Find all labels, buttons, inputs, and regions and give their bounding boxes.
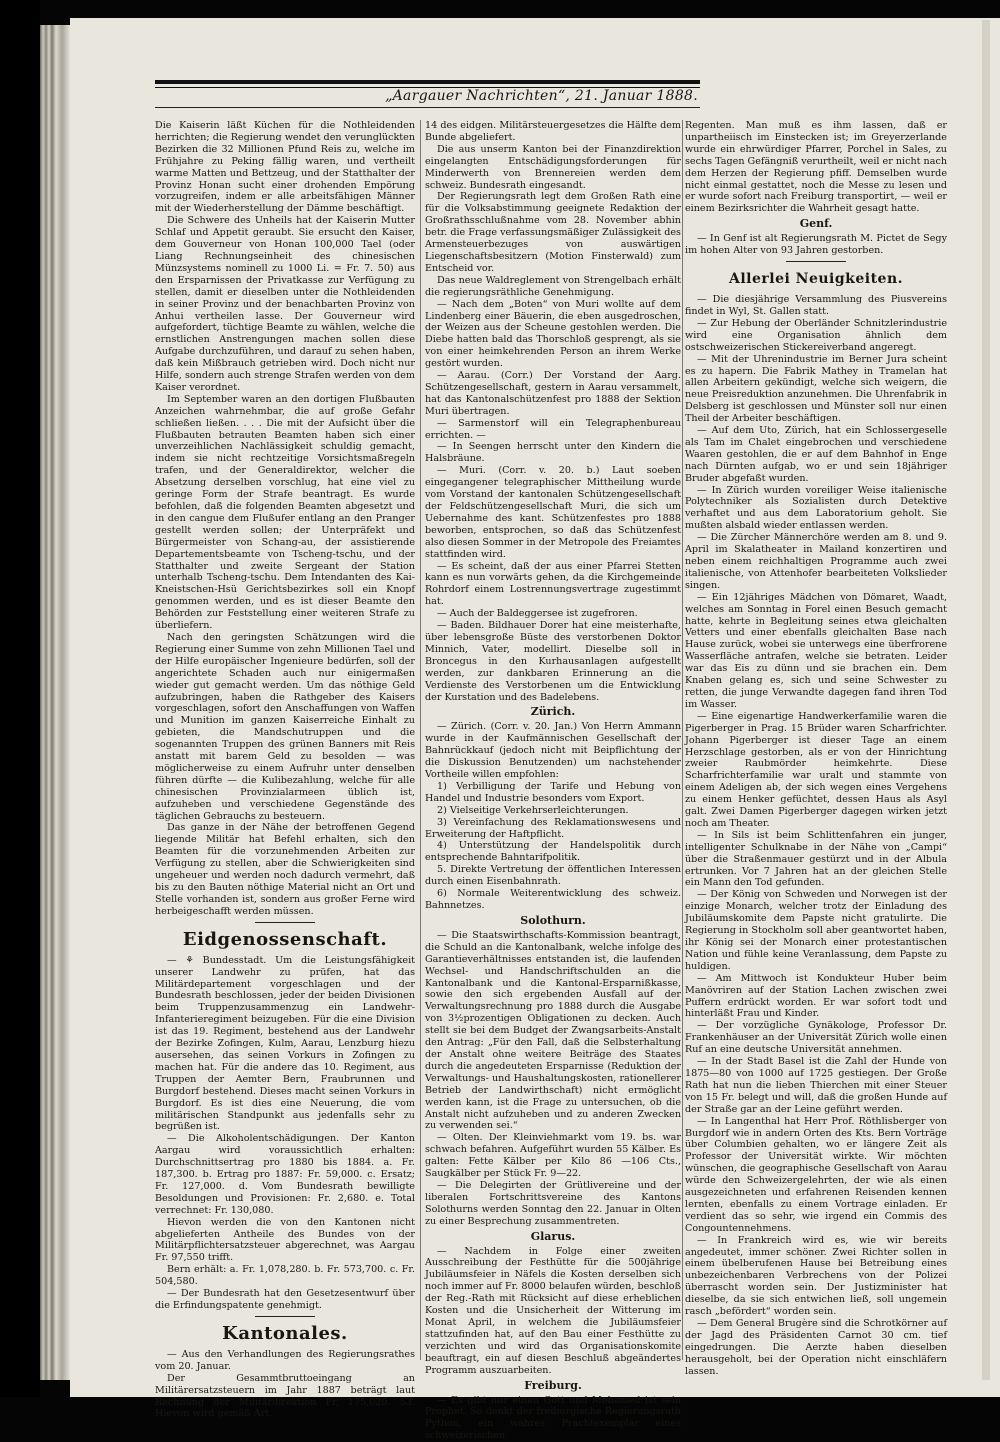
divider [255,922,315,923]
paragraph: Regenten. Man muß es ihm lassen, daß er unpartheiisch im Einstecken ist; im Greyerzerlande wurde ein ehrwürdiger Pfarrer, Porchel in Sales, zu sechs Tagen Gefängniß verurtheilt, weil er nicht nach dem Herzen der Regierung pfiff. Demselben wurde nicht einmal gestattet, noch die Messe zu lesen und er wurde sofort nach Freiburg transportirt, — weil er einem Bezirksrichter die Wahrheit gesagt hatte. [685,120,947,215]
paragraph: Die aus unserm Kanton bei der Finanzdirektion eingelangten Entschädigungsforderungen für Minderwerth von Brennereien werden dem schweiz. Bundesrath eingesandt. [425,143,681,191]
paragraph: Nach den geringsten Schätzungen wird die Regierung einer Summe von zehn Millionen Tael und der Hilfe europäischer Ingenieure bedürfen, soll der angerichtete Schaden auch nur einigermaßen wieder gut gemacht werden. Um das nöthige Geld aufzubringen, haben die Rathgeber des Kaisers vorgeschlagen, sofort den Anschaffungen von Waffen und Munition im ganzen Kaiserreiche Einhalt zu gebieten, die Mandschutruppen und die sogenannten Truppen des grünen Banners mit Reis anstatt mit barem Geld zu besolden — was möglicherweise zu einem Aufruhr unter denselben führen dürfte — die Kulibezahlung, welche für alle chinesischen Provinzialarmeen üblich ist, aufzuheben und verschiedene Gegenstände des täglichen Gebrauchs zu besteuern. [155,631,415,822]
paragraph: — Aarau. (Corr.) Der Vorstand der Aarg. Schützengesellschaft, gestern in Aarau versammelt, hat das Kantonalschützenfest pro 1888 der Sektion Muri übertragen. [425,370,681,417]
section-heading-kantonales: Kantonales. [222,1322,348,1344]
paragraph: — Am Mittwoch ist Kondukteur Huber beim Manövriren auf der Station Lachen zwischen zwei Puffern erdrückt worden. Er war sofort todt und hinterläßt Frau und Kinder. [685,972,947,1020]
paragraph: 14 des eidgen. Militärsteuergesetzes die Hälfte dem Bunde abgeliefert. [425,120,681,143]
paragraph: — In Genf ist alt Regierungsrath M. Pictet de Segy im hohen Alter von 93 Jahren gestorben. [685,233,947,257]
paragraph: — Ein 12jähriges Mädchen von Dömaret, Waadt, welches am Sonntag in Forel einen Besuch gemacht hatte, kehrte in Begleitung seines etwa gleichalten Vetters und einer ebenfalls gleichalten Base nach Hause zurück, wobei sie unterwegs eine überfrorene Wasserfläche antrafen, welche sie betraten. Leider war das Eis zu dünn und sie brachen ein. Dem Knaben gelang es, sich und seine Schwester zu retten, die junge Verwandte dagegen fand ihren Tod im Wasser. [685,591,947,710]
list-item: 3) Vereinfachung des Reklamationswesens und Erweiterung der Haftpflicht. [425,816,681,840]
paragraph: Die Kaiserin läßt Küchen für die Nothleidenden herrichten; die Regierung wendet den verunglückten Bezirken die 32 Millionen Pfund Reis zu, welche im Frühjahre zu Peking fällig waren, und vertheilt warme Matten und Bettzeug, und der Statthalter der Provinz Honan sucht einer drohenden Empörung vorzugreifen, indem er alle arbeitsfähigen Männer mit der Wiederherstellung der Dämme beschäftigt. [155,120,415,215]
paragraph: — Die Staatswirthschafts-Kommission beantragt, die Schuld an die Kantonalbank, welche infolge des Garantieverhältnisses entstanden ist, die laufenden Wechsel- und Handschriftschulden an die Kantonalbank und die Kantonal-Ersparnißkasse, sowie den sich ergebenden Ausfall auf der Verwaltungsrechnung pro 1888 durch die Ausgabe von 3½prozentigen Obligationen zu decken. Auch stellt sie bei dem Budget der Zwangsarbeits-Anstalt den Antrag: „Für den Fall, daß die Selbsterhaltung der Anstalt ohne weitere Beiträge des Staates durch die angedeuteten Ersparnisse (Reduktion der Verwaltungs- und Haushaltungskosten, rationellerer Betrieb der Landwirthschaft) nicht ermöglicht werden kann, ist die Frage zu untersuchen, ob die Anstalt nicht aufzuheben und zu anderen Zwecken zu verwenden sei.“ [425,929,681,1132]
paragraph: Das neue Waldreglement von Strengelbach erhält die regierungsräthliche Genehmigung. [425,274,681,298]
paragraph: — Baden. Bildhauer Dorer hat eine meisterhafte, über lebensgroße Büste des verstorbenen Doktor Minnich, Vater, modellirt. Dieselbe soll in Broncegus in den Kurhausanlagen aufgestellt werden, zur dankbaren Erinnerung an die Verdienste des Verstorbenen um die Entwicklung der Kurstation und des Badelebens. [425,620,681,703]
list-item: 2) Vielseitige Verkehrserleichterungen. [437,804,629,816]
divider [255,1316,315,1317]
list-item: 1) Verbilligung der Tarife und Hebung von Handel und Industrie besonders vom Export. [425,780,681,804]
page-header: „Aargauer Nachrichten“, 21. Januar 1888. [385,88,698,104]
header-rule-thick [155,80,700,84]
paragraph: — Die Alkoholentschädigungen. Der Kanton Aargau wird voraussichtlich erhalten: Durchschnittsertrag pro 1880 bis 1884. a. Fr. 187,300. b. Ertrag pro 1887: Fr. 59,000. c. Ersatz; Fr. 127,000. d. Vom Bundesrath bewilligte Besoldungen und Provisionen: Fr. 2,680. e. Total verrechnet: Fr. 130,080. [155,1133,415,1216]
paragraph: — Olten. Der Kleinviehmarkt vom 19. bs. war schwach befahren. Aufgeführt wurden 55 Kälber. Es galten: Fette Kälber per Kilo 86 —106 Cts., Saugkälber per Stück Fr. 9—22. [425,1132,681,1180]
newspaper-content [155,80,700,1442]
paragraph: Bern erhält: a. Fr. 1,078,280. b. Fr. 573,700. c. Fr. 504,580. [155,1264,415,1288]
paragraph: — Die diesjährige Versammlung des Piusvereins findet in Wyl, St. Gallen statt. [685,294,947,317]
paragraph: Die Schwere des Unheils hat der Kaiserin Mutter Schlaf und Appetit geraubt. Sie ersucht den Kaiser, dem Gouverneur von Honan 100,000 Tael (oder Liang Rechnungseinheit des chinesischen Münzsystems nominell zu 1000 Li. = Fr. 7. 50) aus den Ersparnissen der Privatkasse zur Verfügung zu stellen, damit er dieselben unter die Nothleidenden in seiner Provinz und der benachbarten Provinz von Anhui vertheilen lasse. Der Gouverneur wird aufgefordert, tüchtige Beamte zu wählen, welche die ernstlichen Anstrengungen machen sollen diese Aufgabe durchzuführen, und darauf zu sehen haben, daß kein Mißbrauch getrieben wird. Doch nicht nur Hilfe, sondern auch strenge Strafen werden von dem Kaiser verordnet. [155,215,415,393]
paragraph: Im September waren an den dortigen Flußbauten Anzeichen wahrnehmbar, die auf große Gefahr schließen ließen. . . . Die mit der Aufsicht über die Flußbauten betrauten Beamten haben sich einer unverzeihlichen Nachlässigkeit schuldig gemacht, indem sie nicht rechtzeitige Vorsichtsmaßregeln trafen, und der Generaldirektor, welcher die Absetzung derselben vorschlug, hat eine viel zu geringe Form der Strafe beantragt. Es wurde befohlen, daß die folgenden Beamten abgesetzt und in den cangue dem Flußufer entlang an den Pranger gestellt werden sollen; der Unterpräfekt und Bürgermeister von Schang-au, der assistierende Departementsbeamte von Tscheng-tschu, und der Statthalter und zweite Sergeant der Station unterhalb Tscheng-tschu. Dem Intendanten des Kai-Kneistschen-Hsü Gerichtsbezirkes soll ein Knopf genommen werden, und es ist dieser Beamte den Behörden zur Feststellung einer weiteren Strafe zu überliefern. [155,393,415,632]
paragraph: — In Langenthal hat Herr Prof. Röthlisberger von Burgdorf wie in andern Orten des Kts. Bern Vorträge über Columbien gehalten, wo er längere Zeit als Professor der Universität wirkte. Wir möchten wünschen, die geographische Gesellschaft von Aarau würde den Schweizergelehrten, der wie als einen ausgezeichneten und erfahrenen Reisenden kennen lernten, ebenfalls zu einem Vortrage einladen. Er verdient das so sehr, wie irgend ein Commis des Congountennehmens. [685,1115,947,1234]
paragraph: — Es gibt nur einen Gott und Mohamed ist sein Prophet. So denkt der freiburgische Regierungsrath Python, ein wahres Prachtexemplar eines schweizerischen [425,1394,681,1442]
header-rule-bottom [155,107,700,108]
paragraph: — Muri. (Corr. v. 20. b.) Laut soeben eingegangener telegraphischer Mittheilung wurde vom Vorstand der kantonalen Schützengesellschaft der Feldschützengesellschaft Muri, die sich um Uebernahme des kant. Schützenfestes pro 1888 beworben, entsprochen, so daß das Schützenfest also diesen Sommer in der Metropole des Freiamtes stattfinden wird. [425,465,681,560]
paragraph: — Die Delegirten der Grütlivereine und der liberalen Fortschrittsvereine des Kantons Solothurns werden Sonntag den 22. Januar in Olten zu einer Besprechung zusammentreten. [425,1179,681,1227]
paragraph: Der Gesammtbruttoeingang an Militärersatzsteuern im Jahr 1887 beträgt laut Rechnung der Militärdirektion Fr. 175,020. 53. Hievon wird gemäß Art. [155,1372,415,1420]
paragraph: — In Zürich wurden voreiliger Weise italienische Polytechniker als Sozialisten durch Detektive verhaftet und aus dem Laboratorium geholt. Sie mußten alsbald wieder entlassen werden. [685,484,947,532]
paragraph: — Nach dem „Boten“ von Muri wollte auf dem Lindenberg einer Bäuerin, die eben ausgedroschen, der Weizen aus der Scheune gestohlen werden. Die Diebe hatten bald das Thorschloß gesprengt, als sie von einer heimkehrenden Person an ihrem Werke gestört wurden. [425,298,681,370]
column-rule [682,120,683,1360]
paragraph: — Der Bundesrath hat den Gesetzesentwurf über die Erfindungspatente genehmigt. [155,1288,415,1311]
paragraph: — In der Stadt Basel ist die Zahl der Hunde von 1875—80 von 1000 auf 1725 gestiegen. Der Große Rath hat nun die lieben Thierchen mit einer Steuer von 15 Fr. belegt und will, daß die großen Hunde auf der Straße gar an der Leine geführt werden. [685,1056,947,1115]
column-3 [685,120,947,1377]
page-right-edge [982,20,990,1380]
paragraph: — Nachdem in Folge einer zweiten Ausschreibung der Festhütte für die 500jährige Jubiläumsfeier in Näfels die Kosten derselben sich noch immer auf Fr. 8000 belaufen würden, beschloß der Reg.-Rath mit Rücksicht auf diese erheblichen Kosten und die Unsicherheit der Witterung im Monat April, in welchem die Jubiläumsfeier stattzufinden hat, auf den Bau einer Festhütte zu verzichten und wird das Organisationskomite beauftragt, ein auf diesen Beschluß abgeändertes Programm auszuarbeiten. [425,1245,681,1376]
column-2 [425,120,681,1442]
paragraph: — Der König von Schweden und Norwegen ist der einzige Monarch, welcher trotz der Einladung des Jubiläumskomite dem Papste nicht gratulirte. Die Regierung in Stockholm soll aber geantwortet haben, ihr König sei der Monarch einer protestantischen Nation und fühle keine Veranlassung, dem Papste zu huldigen. [685,889,947,972]
paragraph: — Aus den Verhandlungen des Regierungsrathes vom 20. Januar. [155,1348,415,1372]
paragraph: — Zürich. (Corr. v. 20. Jan.) Von Herrn Ammann wurde in der Kaufmännischen Gesellschaft der Bahnrückkauf (jedoch nicht mit Beipflichtung der die Diskussion Benutzenden) um nachstehender Vortheile willen empfohlen: [425,721,681,781]
divider [786,261,846,262]
paragraph: Das ganze in der Nähe der betroffenen Gegend liegende Militär hat Befehl erhalten, sich den Beamten für die vorzunehmenden Arbeiten zur Verfügung zu stellen, aber die Schwierigkeiten sind ungeheuer und werden noch dadurch vermehrt, daß bis zu den Bauten nöthige Material nicht an Ort und Stelle vorhanden ist, sondern aus großer Ferne wird herbeigeschafft werden müssen. [155,822,415,917]
list-item: 5. Direkte Vertretung der öffentlichen Interessen durch einen Eisenbahnrath. [425,864,681,888]
paragraph: — Sarmenstorf will ein Telegraphenbureau errichten. — [425,417,681,441]
paragraph: — Der vorzügliche Gynäkologe, Professor Dr. Frankenhäuser an der Universität Zürich wolle einen Ruf an eine deutsche Universität annehmen. [685,1020,947,1056]
paragraph: — Eine eigenartige Handwerkerfamilie waren die Pigerberger in Prag. 15 Brüder waren Scharfrichter. Johann Pigerberger ist dieser Tage an einem Herzschlage gestorben, als er von der Hinrichtung zweier Raubmörder heimkehrte. Diese Scharfrichterfamilie war uralt und stammte von einem Adeligen ab, der sich wegen eines Vergehens zu einem Henker gefüchtet, dessen Haus als Asyl galt. Zwei Damen Pigerberger dagegen wirken jetzt noch am Theater. [685,710,947,829]
paragraph: — Auf dem Uto, Zürich, hat ein Schlossergeselle als Tam im Chalet eingebrochen und verschiedene Waaren gestohlen, die er auf dem Bahnhof in Enge nach Dürnten aufgab, wo er und sein 18jähriger Bruder abgefaßt wurden. [685,425,947,484]
paragraph: — In Frankreich wird es, wie wir bereits angedeutet, immer schöner. Zwei Richter sollen in einem übelberufenen Hause bei Betreibung eines unbezeichenbaren Verbrechens von der Polizei überrascht worden sein. Der Justizminister hat dieselbe, da sie sich entwichen ließ, soll ungemein rasch „befördert“ worden sein. [685,1234,947,1318]
list-item: 6) Normale Weiterentwicklung des schweiz. Bahnnetzes. [425,888,681,911]
paragraph: — In Seengen herrscht unter den Kindern die Halsbräune. [425,441,681,465]
paragraph: — Es scheint, daß der aus einer Pfarrei Stetten kann es nun vorwärts gehen, da die Kirchgemeinde Rohrdorf einem Lostrennungsvertrage zugestimmt hat. [425,560,681,608]
scan-dark-border [0,0,40,1397]
paragraph: — In Sils ist beim Schlittenfahren ein junger, intelligenter Schulknabe in der Nähe von „Campi“ über die Straßenmauer gestürzt und in der Albula ertrunken. Vor 7 Jahren hat an der gleichen Stelle ein Mann den Tod gefunden. [685,829,947,889]
list-item: 4) Unterstützung der Handelspolitik durch entsprechende Bahntarifpolitik. [425,840,681,864]
subheading-zurich: Zürich. [530,705,576,719]
paragraph: — Dem General Brugère sind die Schrotkörner auf der Jagd des Präsidenten Carnot 30 cm. tief eingedrungen. Die Aerzte haben dieselben herausgeholt, bei der Operation nicht einschläfern lassen. [685,1318,947,1377]
column-1 [155,120,415,1420]
subheading-genf: Genf. [799,217,833,231]
paragraph: — Auch der Baldeggersee ist zugefroren. [437,608,638,620]
paragraph: Hievon werden die von den Kantonen nicht abgelieferten Antheile des Bundes von der Militärpflichtersatzsteuer abgerechnet, was Aargau Fr. 97,550 trifft. [155,1216,415,1264]
paragraph: — Die Zürcher Männerchöre werden am 8. und 9. April im Skalatheater in Mailand konzertiren und neben einem reichhaltigen Programme auch zwei italienische, von Attenhofer bearbeiteten Volkslieder singen. [685,532,947,591]
subheading-solothurn: Solothurn. [520,913,586,927]
paragraph: — Zur Hebung der Oberländer Schnitzlerindustrie wird eine Organisation ähnlich dem ostschweizerischen Stickereiverband angeregt. [685,317,947,353]
paragraph: Der Regierungsrath legt dem Großen Rath eine für die Volksabstimmung geeignete Redaktion der Großrathsschlußnahme vom 28. November abhin betr. die Frage verfassungsmäßiger Zulässigkeit des Armensteuerbezuges von auswärtigen Liegenschaftsbesitzern (Motion Finsterwald) zum Entscheid vor. [425,191,681,274]
column-rule [420,120,421,1360]
paragraph: — Mit der Uhrenindustrie im Berner Jura scheint es zu hapern. Die Fabrik Mathey in Tramelan hat allen Arbeitern gekündigt, welche sich weigern, die neue Preisreduktion anzunehmen. Die Uhrenfabrik in Delsberg ist geschlossen und Münster soll nur einen Theil der Arbeiter beschäftigen. [685,353,947,425]
subheading-glarus: Glarus. [530,1229,576,1243]
paragraph: — ⚘ Bundesstadt. Um die Leistungsfähigkeit unserer Landwehr zu prüfen, hat das Militärdepartement vorgeschlagen und der Bundesrath beschlossen, jeder der beiden Divisionen beim Truppenzusammenzug ein Landwehr-Infanterieregiment beizugeben. Für die eine Division ist das 19. Regiment, bestehend aus der Landwehr der Bezirke Zofingen, Kulm, Aarau, Lenzburg hiezu ausersehen, das seinen Vorkurs in Zofingen zu machen hat. Für die andere das 10. Regiment, aus Truppen der Aemter Bern, Fraubrunnen und Burgdorf bestehend. Dieses macht seinen Vorkurs in Burgdorf. Es ist dies eine Neuerung, die vom militärischen Standpunkt aus jedenfalls sehr zu begrüßen ist. [155,954,415,1133]
subheading-freiburg: Freiburg. [524,1378,582,1392]
section-heading-allerlei: Allerlei Neuigkeiten. [728,271,904,288]
section-heading-eidgenossenschaft: Eidgenossenschaft. [182,928,388,950]
